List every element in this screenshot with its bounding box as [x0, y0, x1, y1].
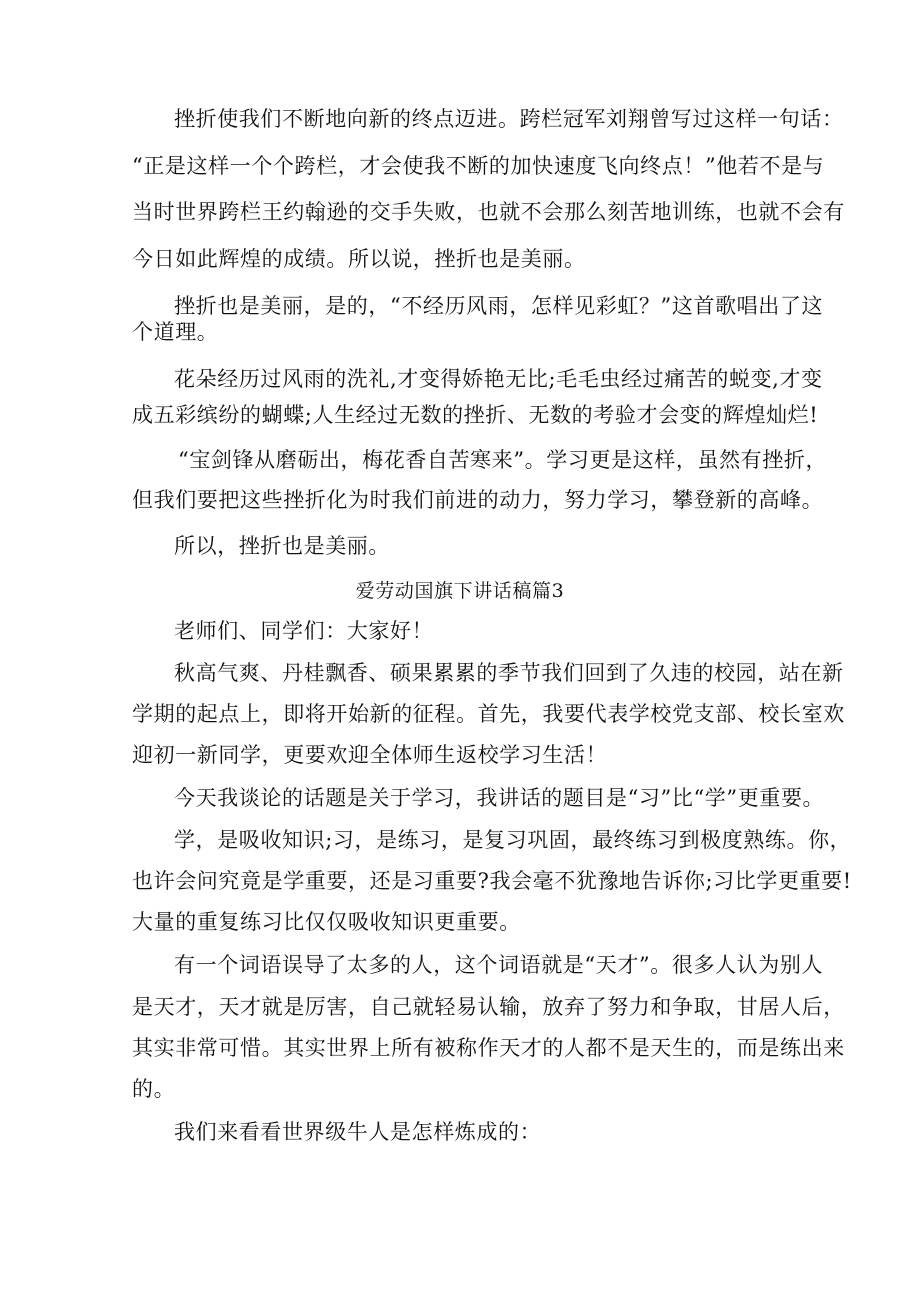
paragraph-line: 其实非常可惜。其实世界上所有被称作天才的人都不是天生的，而是练出来 [132, 1036, 845, 1060]
speech-greeting: 老师们、同学们：大家好！ [174, 619, 434, 643]
paragraph-line: “正是这样一个个跨栏，才会使我不断的加快速度飞向终点！”他若不是与 [132, 154, 825, 178]
paragraph-line: 个道理。 [132, 320, 219, 344]
paragraph-line: 是天才，天才就是厉害，自己就轻易认输，放弃了努力和争取，甘居人后， [132, 995, 845, 1019]
paragraph-line: 成五彩缤纷的蝴蝶;人生经过无数的挫折、无数的考验才会变的辉煌灿烂! [132, 403, 819, 427]
paragraph-line: 我们来看看世界级牛人是怎样炼成的： [174, 1120, 542, 1144]
section-title: 爱劳动国旗下讲话稿篇3 [355, 580, 565, 602]
paragraph-line: 的。 [132, 1077, 176, 1101]
paragraph-line: 迎初一新同学，更要欢迎全体师生返校学习生活！ [132, 743, 608, 767]
paragraph-line: 当时世界跨栏王约翰逊的交手失败，也就不会那么刻苦地训练，也就不会有 [132, 200, 845, 224]
paragraph-line: “宝剑锋从磨砺出，梅花香自苦寒来”。学习更是这样，虽然有挫折， [178, 448, 828, 472]
paragraph-line: 所以，挫折也是美丽。 [174, 534, 390, 558]
paragraph-line: 有一个词语误导了太多的人，这个词语就是“天才”。很多人认为别人 [174, 953, 824, 977]
paragraph-line: 学期的起点上，即将开始新的征程。首先，我要代表学校党支部、校长室欢 [132, 702, 845, 726]
paragraph-line: 大量的重复练习比仅仅吸收知识更重要。 [132, 910, 521, 934]
paragraph-line: 也许会问究竟是学重要，还是习重要?我会毫不犹豫地告诉你;习比学更重要! [132, 869, 852, 893]
paragraph-line: 秋高气爽、丹桂飘香、硕果累累的季节我们回到了久违的校园，站在新 [174, 661, 844, 685]
paragraph-line: 今日如此辉煌的成绩。所以说，挫折也是美丽。 [132, 247, 586, 271]
paragraph-line: 挫折使我们不断地向新的终点迈进。跨栏冠军刘翔曾写过这样一句话： [174, 107, 844, 131]
paragraph-line: 但我们要把这些挫折化为时我们前进的动力，努力学习，攀登新的高峰。 [132, 488, 824, 512]
paragraph-line: 今天我谈论的话题是关于学习，我讲话的题目是“习”比“学”更重要。 [174, 786, 825, 810]
paragraph-line: 挫折也是美丽，是的，“不经历风雨，怎样见彩虹？”这首歌唱出了这 [174, 294, 824, 318]
paragraph-line: 学，是吸收知识;习，是练习，是复习巩固，最终练习到极度熟练。你， [174, 828, 852, 852]
paragraph-line: 花朵经历过风雨的洗礼,才变得娇艳无比;毛毛虫经过痛苦的蜕变,才变 [174, 367, 823, 391]
